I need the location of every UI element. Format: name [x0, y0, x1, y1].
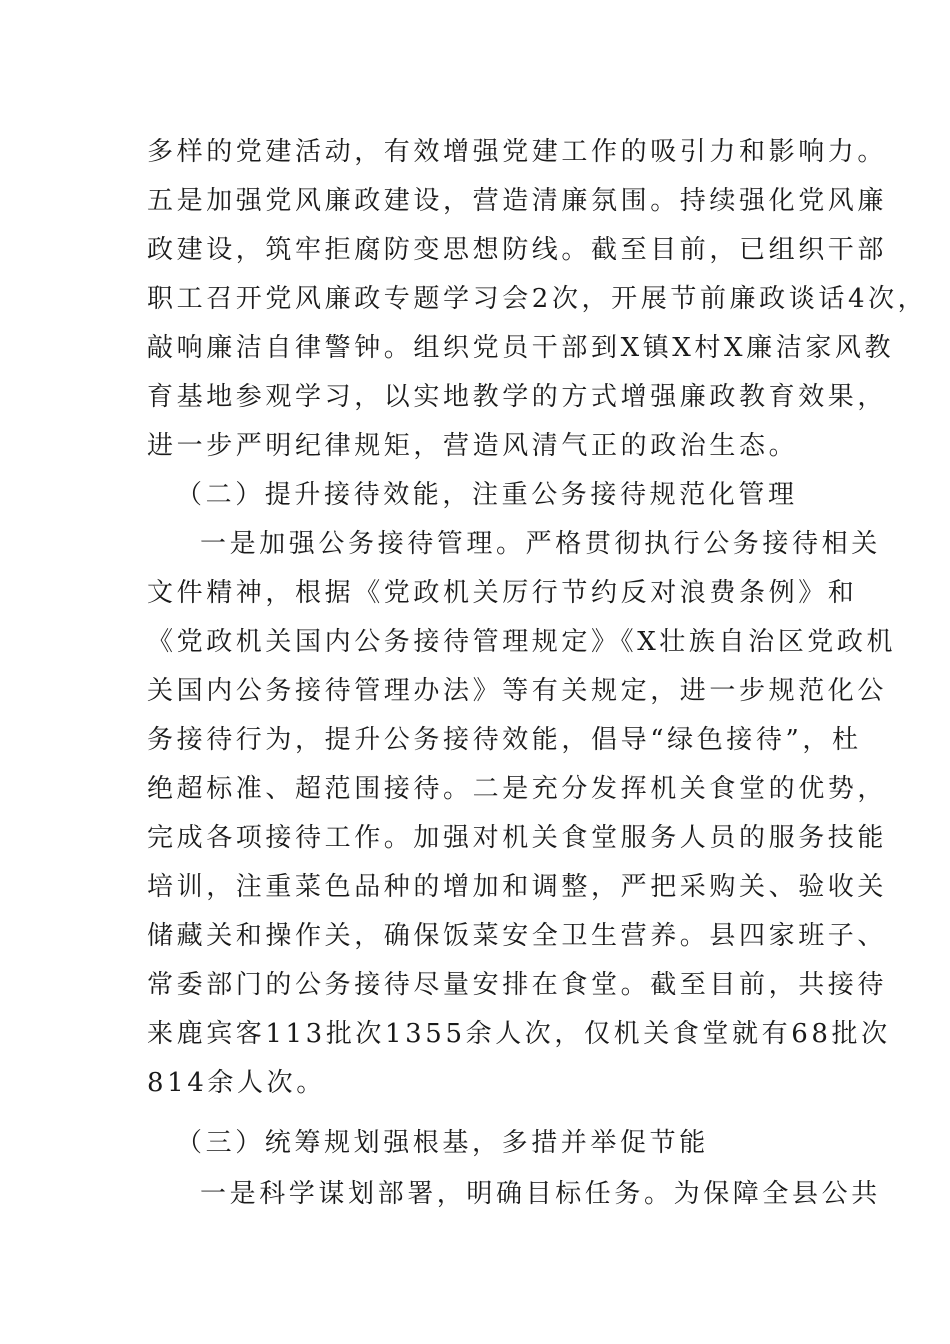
body-text-line: 《党政机关国内公务接待管理规定》《X壮族自治区党政机: [147, 627, 897, 657]
paragraph-first-line: 一是科学谋划部署，明确目标任务。为保障全县公共: [200, 1179, 881, 1209]
body-text-line: 多样的党建活动，有效增强党建工作的吸引力和影响力。: [147, 137, 888, 167]
body-text-line: 文件精神，根据《党政机关厉行节约反对浪费条例》和: [147, 578, 858, 608]
body-text-line: 务接待行为，提升公务接待效能，倡导“绿色接待”，杜: [147, 725, 862, 755]
body-text-line: 常委部门的公务接待尽量安排在食堂。截至目前，共接待: [147, 970, 888, 1000]
paragraph-first-line: 一是加强公务接待管理。严格贯彻执行公务接待相关: [200, 529, 881, 559]
body-text-line: 五是加强党风廉政建设，营造清廉氛围。持续强化党风廉: [147, 186, 888, 216]
body-text-line: 敲响廉洁自律警钟。组织党员干部到X镇X村X廉洁家风教: [147, 333, 895, 363]
body-text-line: 政建设，筑牢拒腐防变思想防线。截至目前，已组织干部: [147, 235, 888, 265]
body-text-line: 进一步严明纪律规矩，营造风清气正的政治生态。: [147, 431, 799, 461]
body-text-line: 来鹿宾客113批次1355余人次，仅机关食堂就有68批次: [147, 1019, 891, 1049]
body-text-line: 完成各项接待工作。加强对机关食堂服务人员的服务技能: [147, 823, 888, 853]
body-text-line: 储藏关和操作关，确保饭菜安全卫生营养。县四家班子、: [147, 921, 888, 951]
section-heading: （二）提升接待效能，注重公务接待规范化管理: [176, 480, 798, 510]
body-text-line: 关国内公务接待管理办法》等有关规定，进一步规范化公: [147, 676, 888, 706]
body-text-line: 育基地参观学习，以实地教学的方式增强廉政教育效果，: [147, 382, 888, 412]
body-text-line: 814余人次。: [147, 1068, 326, 1098]
section-heading: （三）统筹规划强根基，多措并举促节能: [176, 1128, 709, 1158]
body-text-line: 绝超标准、超范围接待。二是充分发挥机关食堂的优势，: [147, 774, 888, 804]
body-text-line: 职工召开党风廉政专题学习会2次，开展节前廉政谈话4次，: [147, 284, 928, 314]
body-text-line: 培训，注重菜色品种的增加和调整，严把采购关、验收关: [147, 872, 888, 902]
